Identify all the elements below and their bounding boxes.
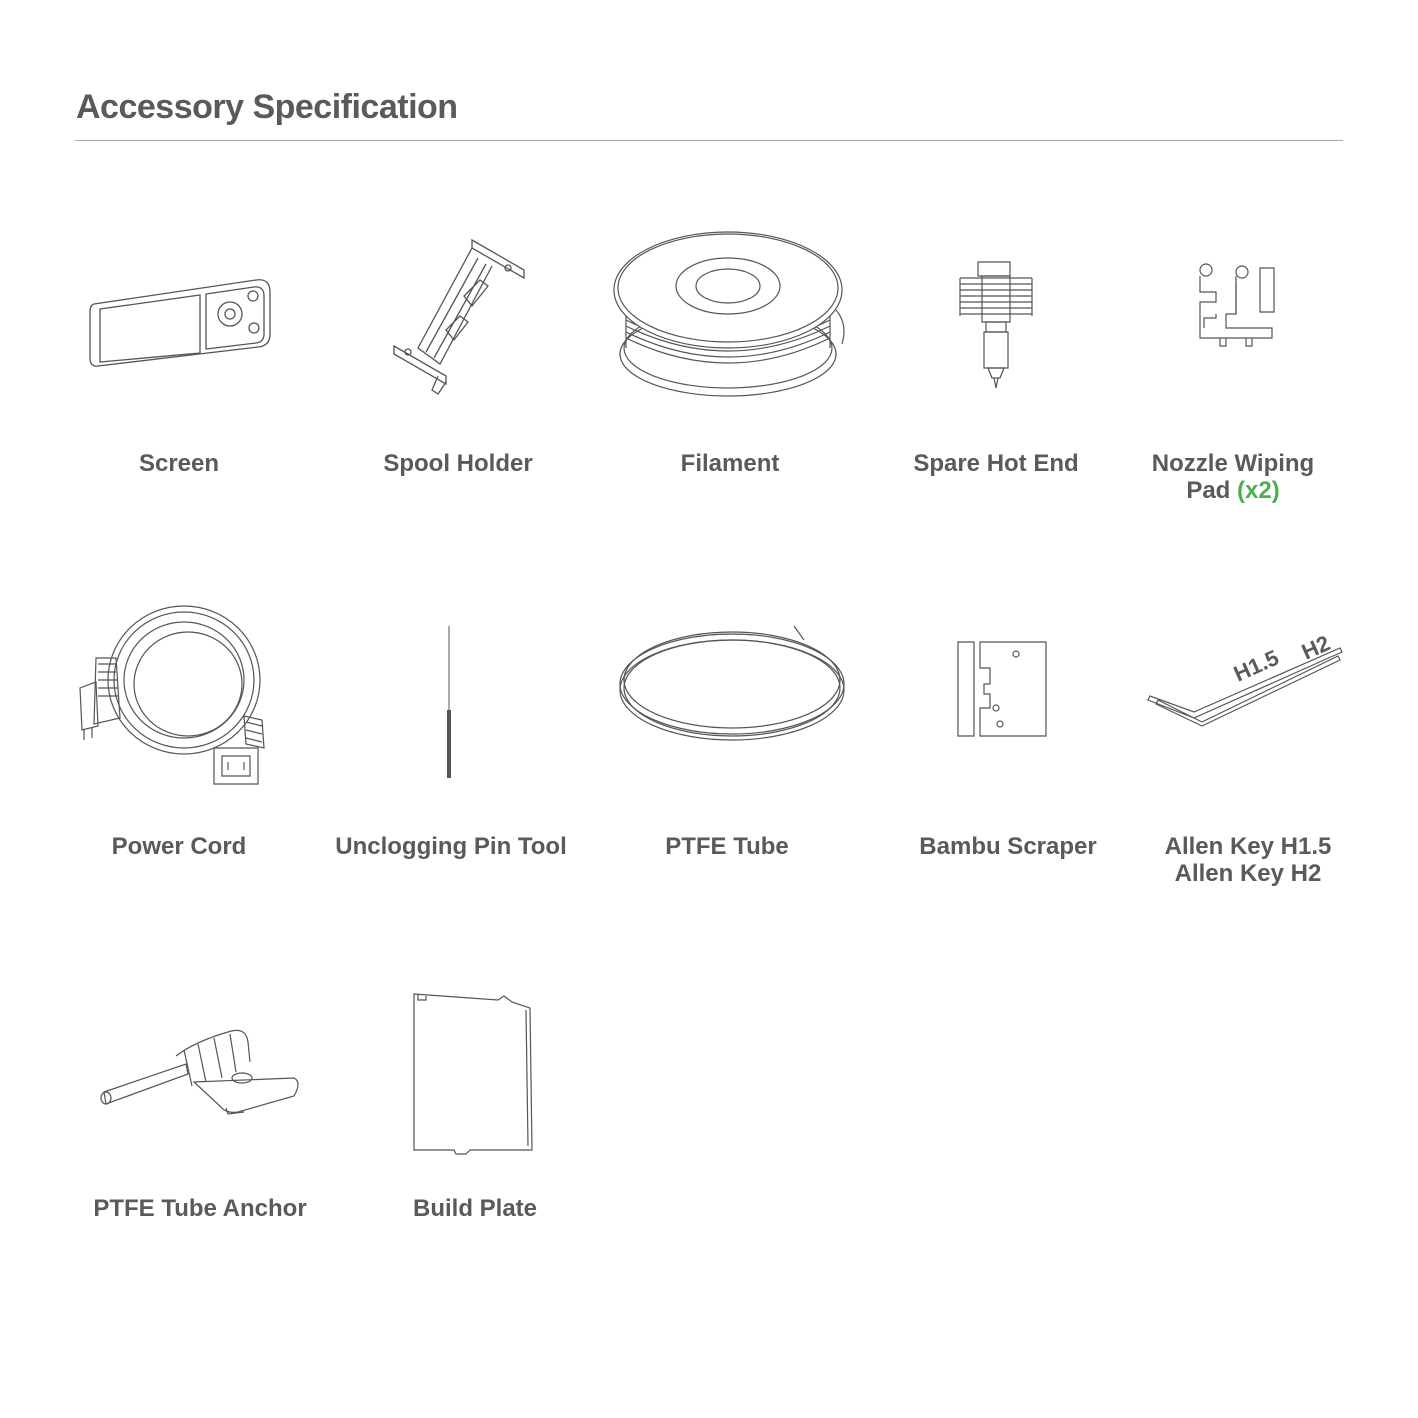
allen-key-tag-h15: H1.5 bbox=[1229, 644, 1283, 687]
spool-holder-label: Spool Holder bbox=[383, 450, 533, 477]
filament-label: Filament bbox=[680, 450, 780, 477]
nozzle-wiping-pad-label-line1: Nozzle Wiping bbox=[1151, 450, 1315, 477]
filament-illustration bbox=[612, 228, 848, 398]
ptfe-tube-anchor-label: PTFE Tube Anchor bbox=[93, 1195, 307, 1222]
allen-key-label-line2: Allen Key H2 bbox=[1174, 860, 1322, 887]
build-plate-label: Build Plate bbox=[412, 1195, 538, 1222]
page-title: Accessory Specification bbox=[76, 88, 458, 126]
allen-key-label-line1: Allen Key H1.5 bbox=[1164, 833, 1332, 860]
power-cord-illustration bbox=[76, 598, 272, 794]
nozzle-wiping-pad-label-text: Pad bbox=[1186, 477, 1231, 504]
build-plate-illustration bbox=[410, 990, 536, 1156]
screen-illustration bbox=[88, 276, 272, 370]
power-cord-label: Power Cord bbox=[111, 833, 247, 860]
nozzle-wiping-pad-illustration bbox=[1196, 262, 1282, 350]
bambu-scraper-illustration bbox=[956, 638, 1050, 740]
allen-key-illustration bbox=[1146, 624, 1346, 740]
bambu-scraper-label: Bambu Scraper bbox=[919, 833, 1097, 860]
allen-key-tag-h2: H2 bbox=[1297, 630, 1334, 665]
spare-hot-end-label: Spare Hot End bbox=[913, 450, 1079, 477]
ptfe-tube-label: PTFE Tube bbox=[665, 833, 789, 860]
unclogging-pin-tool-illustration bbox=[444, 626, 454, 782]
ptfe-tube-illustration bbox=[614, 614, 850, 744]
title-divider bbox=[75, 140, 1343, 141]
allen-key-label bbox=[1165, 833, 1332, 887]
spool-holder-illustration bbox=[388, 236, 528, 396]
nozzle-wiping-pad-label bbox=[1152, 450, 1314, 504]
nozzle-wiping-pad-label-line2 bbox=[1152, 477, 1314, 504]
ptfe-tube-anchor-illustration bbox=[98, 1022, 304, 1118]
spare-hot-end-illustration bbox=[954, 258, 1038, 394]
unclogging-pin-tool-label: Unclogging Pin Tool bbox=[335, 833, 567, 860]
screen-label: Screen bbox=[138, 450, 220, 477]
quantity-badge: (x2) bbox=[1237, 477, 1280, 504]
